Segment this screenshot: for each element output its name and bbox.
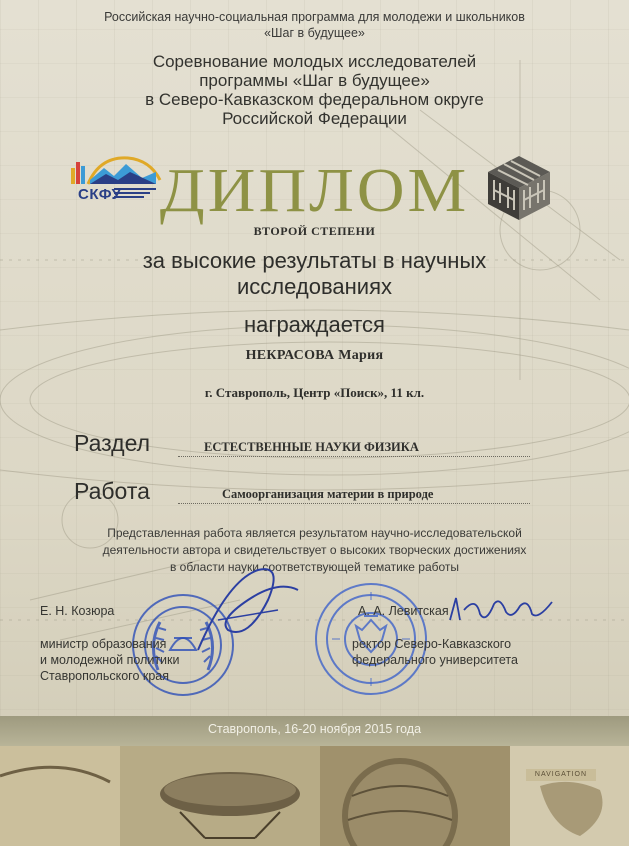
right-signatory-title-2: федерального университета <box>352 653 518 667</box>
awarded-label: награждается <box>244 312 385 337</box>
award-reason-line-2: исследованиях <box>237 274 392 299</box>
competition-line-1: Соревнование молодых исследователей <box>152 52 477 71</box>
statement-line-3: в области науки соответствующей тематике работы <box>169 560 460 574</box>
statement-line-1: Представленная работа является результатом научно-исследовательской <box>107 526 522 540</box>
event-date: Ставрополь, 16-20 ноября 2015 года <box>207 722 422 736</box>
statement-line-2: деятельности автора и свидетельствует о высоких творческих достижениях <box>102 543 527 557</box>
award-reason-line-1: за высокие результаты в научных <box>142 248 487 273</box>
section-underline <box>178 456 530 457</box>
navigation-banner: NAVIGATION <box>526 769 596 781</box>
work-underline <box>178 503 530 504</box>
diploma-title: ДИПЛОМ <box>159 155 470 226</box>
left-signatory-name: Е. Н. Козюра <box>40 604 115 618</box>
competition-line-2: программы «Шаг в будущее» <box>199 71 430 90</box>
airship-illustration-icon <box>0 746 629 846</box>
recipient-location: г. Ставрополь, Центр «Поиск», 11 кл. <box>204 385 425 400</box>
recipient-name: НЕКРАСОВА Мария <box>245 348 384 363</box>
left-signatory-title-3: Ставропольского края <box>40 669 170 683</box>
left-signatory-title-2: и молодежной политики <box>40 653 180 667</box>
right-signatory-name: А. А. Левитская <box>358 604 449 618</box>
section-label: Раздел <box>74 430 151 456</box>
section-value: ЕСТЕСТВЕННЫЕ НАУКИ ФИЗИКА <box>204 440 419 454</box>
program-line-1: Российская научно-социальная программа для молодежи и школьников <box>104 10 525 24</box>
rector-signature-icon <box>446 590 556 630</box>
competition-line-4: Российской Федерации <box>222 109 407 128</box>
left-signatory-title-1: министр образования <box>40 637 167 651</box>
minister-signature-icon <box>188 560 308 670</box>
award-degree: ВТОРОЙ СТЕПЕНИ <box>253 224 376 238</box>
competition-line-3: в Северо-Кавказском федеральном округе <box>145 90 484 109</box>
work-value: Самоорганизация материи в природе <box>222 487 434 501</box>
work-label: Работа <box>74 478 150 504</box>
right-signatory-title-1: ректор Северо-Кавказского <box>352 637 512 651</box>
program-line-2: «Шаг в будущее» <box>264 26 365 40</box>
labyrinth-cube-icon <box>484 152 554 222</box>
footer-illustrations <box>0 746 629 846</box>
logo-text: СКФУ <box>78 186 122 203</box>
